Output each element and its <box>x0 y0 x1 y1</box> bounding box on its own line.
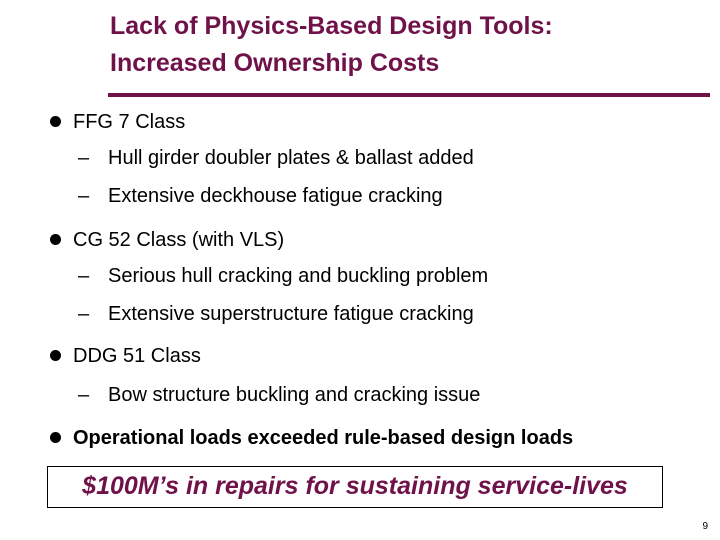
dash-icon: – <box>78 147 90 169</box>
title-line-1: Lack of Physics-Based Design Tools: <box>110 12 553 40</box>
bullet-text: CG 52 Class (with VLS) <box>73 229 285 251</box>
sub-bullet-text: Serious hull cracking and buckling problem <box>108 265 489 287</box>
bullet-dot-icon <box>50 234 61 245</box>
dash-icon: – <box>78 185 90 207</box>
page-number: 9 <box>702 521 708 532</box>
bullet-text: FFG 7 Class <box>73 111 186 133</box>
sub-bullet-text: Extensive superstructure fatigue cracking <box>108 303 474 325</box>
sub-bullet-text: Hull girder doubler plates & ballast added <box>108 147 474 169</box>
slide-title <box>110 8 700 82</box>
dash-icon: – <box>78 265 90 287</box>
sub-bullet-text: Extensive deckhouse fatigue cracking <box>108 185 443 207</box>
bullet-text: DDG 51 Class <box>73 345 201 367</box>
bullet-dot-icon <box>50 350 61 361</box>
title-divider <box>108 93 710 97</box>
dash-icon: – <box>78 384 90 406</box>
bullet-text: Operational loads exceeded rule-based design loads <box>73 427 574 449</box>
bullet-dot-icon <box>50 432 61 443</box>
sub-bullet-text: Bow structure buckling and cracking issue <box>108 384 481 406</box>
title-line-2: Increased Ownership Costs <box>110 49 440 77</box>
callout-box: $100M’s in repairs for sustaining service-lives <box>47 466 663 508</box>
bullet-dot-icon <box>50 116 61 127</box>
dash-icon: – <box>78 303 90 325</box>
